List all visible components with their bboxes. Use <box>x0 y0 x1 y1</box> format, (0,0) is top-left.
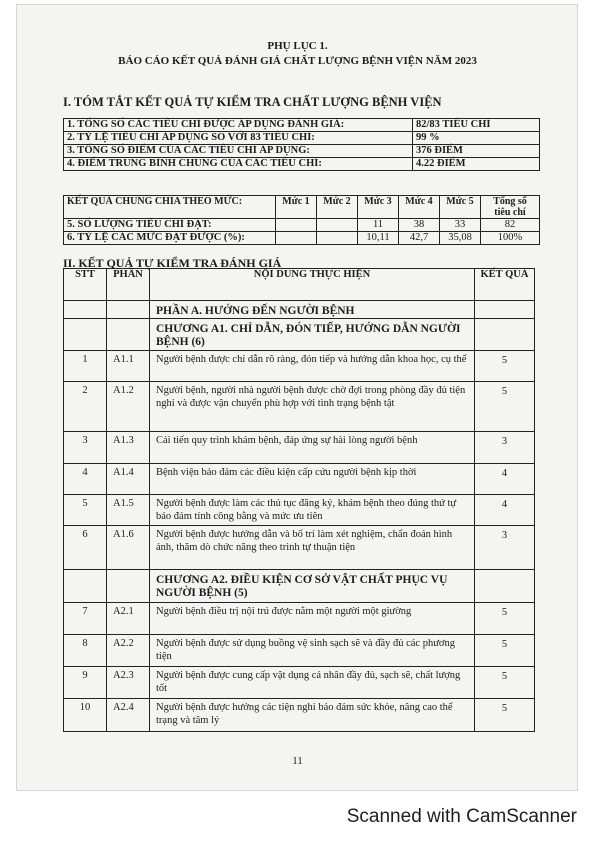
level-cell: 42,7 <box>399 232 440 245</box>
level-cell: 10,11 <box>358 232 399 245</box>
empty-cell <box>64 301 107 319</box>
level-cell: 11 <box>358 219 399 232</box>
stt-cell: 10 <box>64 699 107 732</box>
score-cell: 5 <box>475 667 535 699</box>
empty-cell <box>64 319 107 351</box>
levels-table <box>63 195 540 245</box>
summary-row <box>64 158 540 171</box>
content-cell: Bệnh viện bảo đảm các điều kiện cấp cứu người bệnh kịp thời <box>150 464 475 495</box>
summary-value: 4.22 ĐIỂM <box>413 158 540 171</box>
score-cell: 5 <box>475 351 535 382</box>
code-cell: A2.3 <box>107 667 150 699</box>
levels-row-label: 5. SỐ LƯỢNG TIÊU CHÍ ĐẠT: <box>64 219 276 232</box>
chapter-a1-heading: CHƯƠNG A1. CHỈ DẪN, ĐÓN TIẾP, HƯỚNG DẪN NGƯỜI BỆNH (6) <box>150 319 475 351</box>
stt-cell: 1 <box>64 351 107 382</box>
levels-row <box>64 232 540 245</box>
level-cell: 100% <box>481 232 540 245</box>
summary-label: 4. ĐIỂM TRUNG BÌNH CHUNG CỦA CÁC TIÊU CHÍ: <box>64 158 413 171</box>
part-a-row <box>64 301 535 319</box>
content-cell: Người bệnh được hưởng các tiện nghi bảo đảm sức khỏe, nâng cao thể trạng và tâm lý <box>150 699 475 732</box>
level-cell: 38 <box>399 219 440 232</box>
table-row <box>64 382 535 432</box>
empty-cell <box>475 319 535 351</box>
table-row <box>64 635 535 667</box>
stt-cell: 7 <box>64 603 107 635</box>
empty-cell <box>475 570 535 603</box>
code-cell: A2.4 <box>107 699 150 732</box>
empty-cell <box>64 570 107 603</box>
summary-label: 1. TỔNG SỐ CÁC TIÊU CHÍ ĐƯỢC ÁP DỤNG ĐÁNH GIÁ: <box>64 119 413 132</box>
summary-value: 82/83 TIÊU CHÍ <box>413 119 540 132</box>
table-row <box>64 495 535 526</box>
stt-cell: 8 <box>64 635 107 667</box>
table-row <box>64 526 535 570</box>
content-cell: Người bệnh được làm các thủ tục đăng ký, khám bệnh theo đúng thứ tự bảo đảm tính công bằng và mức ưu tiên <box>150 495 475 526</box>
stt-cell: 9 <box>64 667 107 699</box>
scanner-watermark: Scanned with CamScanner <box>346 806 577 827</box>
content-cell: Cải tiến quy trình khám bệnh, đáp ứng sự hài lòng người bệnh <box>150 432 475 464</box>
content-cell: Người bệnh được hướng dẫn và bố trí làm xét nghiệm, chẩn đoán hình ảnh, thăm dò chức năng theo trình tự thuận tiện <box>150 526 475 570</box>
code-cell: A1.5 <box>107 495 150 526</box>
summary-row <box>64 132 540 145</box>
chapter-a1-row <box>64 319 535 351</box>
table-row <box>64 667 535 699</box>
chapter-a2-heading: CHƯƠNG A2. ĐIỀU KIỆN CƠ SỞ VẬT CHẤT PHỤC VỤ NGƯỜI BỆNH (5) <box>150 570 475 603</box>
level-cell <box>317 232 358 245</box>
stt-column-header: STT <box>64 269 107 301</box>
level-3-header: Mức 3 <box>358 196 399 219</box>
empty-cell <box>107 570 150 603</box>
code-cell: A1.4 <box>107 464 150 495</box>
table-row <box>64 351 535 382</box>
score-cell: 4 <box>475 464 535 495</box>
table-row <box>64 603 535 635</box>
levels-header-label: KẾT QUẢ CHUNG CHIA THEO MỨC: <box>64 196 276 219</box>
code-cell: A1.2 <box>107 382 150 432</box>
empty-cell <box>107 301 150 319</box>
code-cell: A2.1 <box>107 603 150 635</box>
part-column-header: PHẦN <box>107 269 150 301</box>
stt-cell: 2 <box>64 382 107 432</box>
section-1-title: I. TÓM TẮT KẾT QUẢ TỰ KIỂM TRA CHẤT LƯỢNG BỆNH VIỆN <box>63 95 442 109</box>
level-5-header: Mức 5 <box>440 196 481 219</box>
score-cell: 3 <box>475 432 535 464</box>
appendix-label: PHỤ LỤC 1. <box>267 40 328 52</box>
part-a-heading: PHẦN A. HƯỚNG ĐẾN NGƯỜI BỆNH <box>150 301 475 319</box>
level-1-header: Mức 1 <box>276 196 317 219</box>
score-cell: 5 <box>475 382 535 432</box>
score-cell: 3 <box>475 526 535 570</box>
score-cell: 5 <box>475 635 535 667</box>
summary-value: 376 ĐIỂM <box>413 145 540 158</box>
page-number: 11 <box>292 755 303 767</box>
summary-value: 99 % <box>413 132 540 145</box>
code-cell: A2.2 <box>107 635 150 667</box>
report-title: BÁO CÁO KẾT QUẢ ĐÁNH GIÁ CHẤT LƯỢNG BỆNH VIỆN NĂM 2023 <box>118 55 477 67</box>
levels-header-row <box>64 196 540 219</box>
content-cell: Người bệnh được chỉ dẫn rõ ràng, đón tiếp và hướng dẫn khoa học, cụ thể <box>150 351 475 382</box>
table-row <box>64 432 535 464</box>
content-cell: Người bệnh được sử dụng buồng vệ sinh sạch sẽ và đầy đủ các phương tiện <box>150 635 475 667</box>
level-cell: 82 <box>481 219 540 232</box>
score-cell: 4 <box>475 495 535 526</box>
levels-row-label: 6. TỶ LỆ CÁC MỨC ĐẠT ĐƯỢC (%): <box>64 232 276 245</box>
level-cell <box>276 232 317 245</box>
table-row <box>64 464 535 495</box>
summary-label: 3. TỔNG SỐ ĐIỂM CỦA CÁC TIÊU CHÍ ÁP DỤNG: <box>64 145 413 158</box>
stt-cell: 5 <box>64 495 107 526</box>
stt-cell: 4 <box>64 464 107 495</box>
content-cell: Người bệnh điều trị nội trú được nằm một người một giường <box>150 603 475 635</box>
section-2-title: II. KẾT QUẢ TỰ KIỂM TRA ĐÁNH GIÁ <box>63 256 282 270</box>
summary-row <box>64 119 540 132</box>
empty-cell <box>475 301 535 319</box>
level-4-header: Mức 4 <box>399 196 440 219</box>
chapter-a2-row <box>64 570 535 603</box>
empty-cell <box>107 319 150 351</box>
score-cell: 5 <box>475 699 535 732</box>
code-cell: A1.3 <box>107 432 150 464</box>
level-cell <box>317 219 358 232</box>
results-header-row <box>64 269 535 301</box>
results-table <box>63 268 535 732</box>
levels-row <box>64 219 540 232</box>
result-column-header: KẾT QUẢ <box>475 269 535 301</box>
stt-cell: 6 <box>64 526 107 570</box>
summary-label: 2. TỶ LỆ TIÊU CHÍ ÁP DỤNG SO VỚI 83 TIÊU CHÍ: <box>64 132 413 145</box>
code-cell: A1.1 <box>107 351 150 382</box>
code-cell: A1.6 <box>107 526 150 570</box>
total-criteria-header: Tổng số tiêu chí <box>481 196 540 219</box>
level-cell: 33 <box>440 219 481 232</box>
level-cell: 35,08 <box>440 232 481 245</box>
stt-cell: 3 <box>64 432 107 464</box>
level-cell <box>276 219 317 232</box>
score-cell: 5 <box>475 603 535 635</box>
level-2-header: Mức 2 <box>317 196 358 219</box>
summary-table <box>63 118 540 171</box>
table-row <box>64 699 535 732</box>
content-column-header: NỘI DUNG THỰC HIỆN <box>150 269 475 301</box>
summary-row <box>64 145 540 158</box>
content-cell: Người bệnh, người nhà người bệnh được chờ đợi trong phòng đầy đủ tiện nghi và được vận chuyển phù hợp với tình trạng bệnh tật <box>150 382 475 432</box>
content-cell: Người bệnh được cung cấp vật dụng cá nhân đầy đủ, sạch sẽ, chất lượng tốt <box>150 667 475 699</box>
